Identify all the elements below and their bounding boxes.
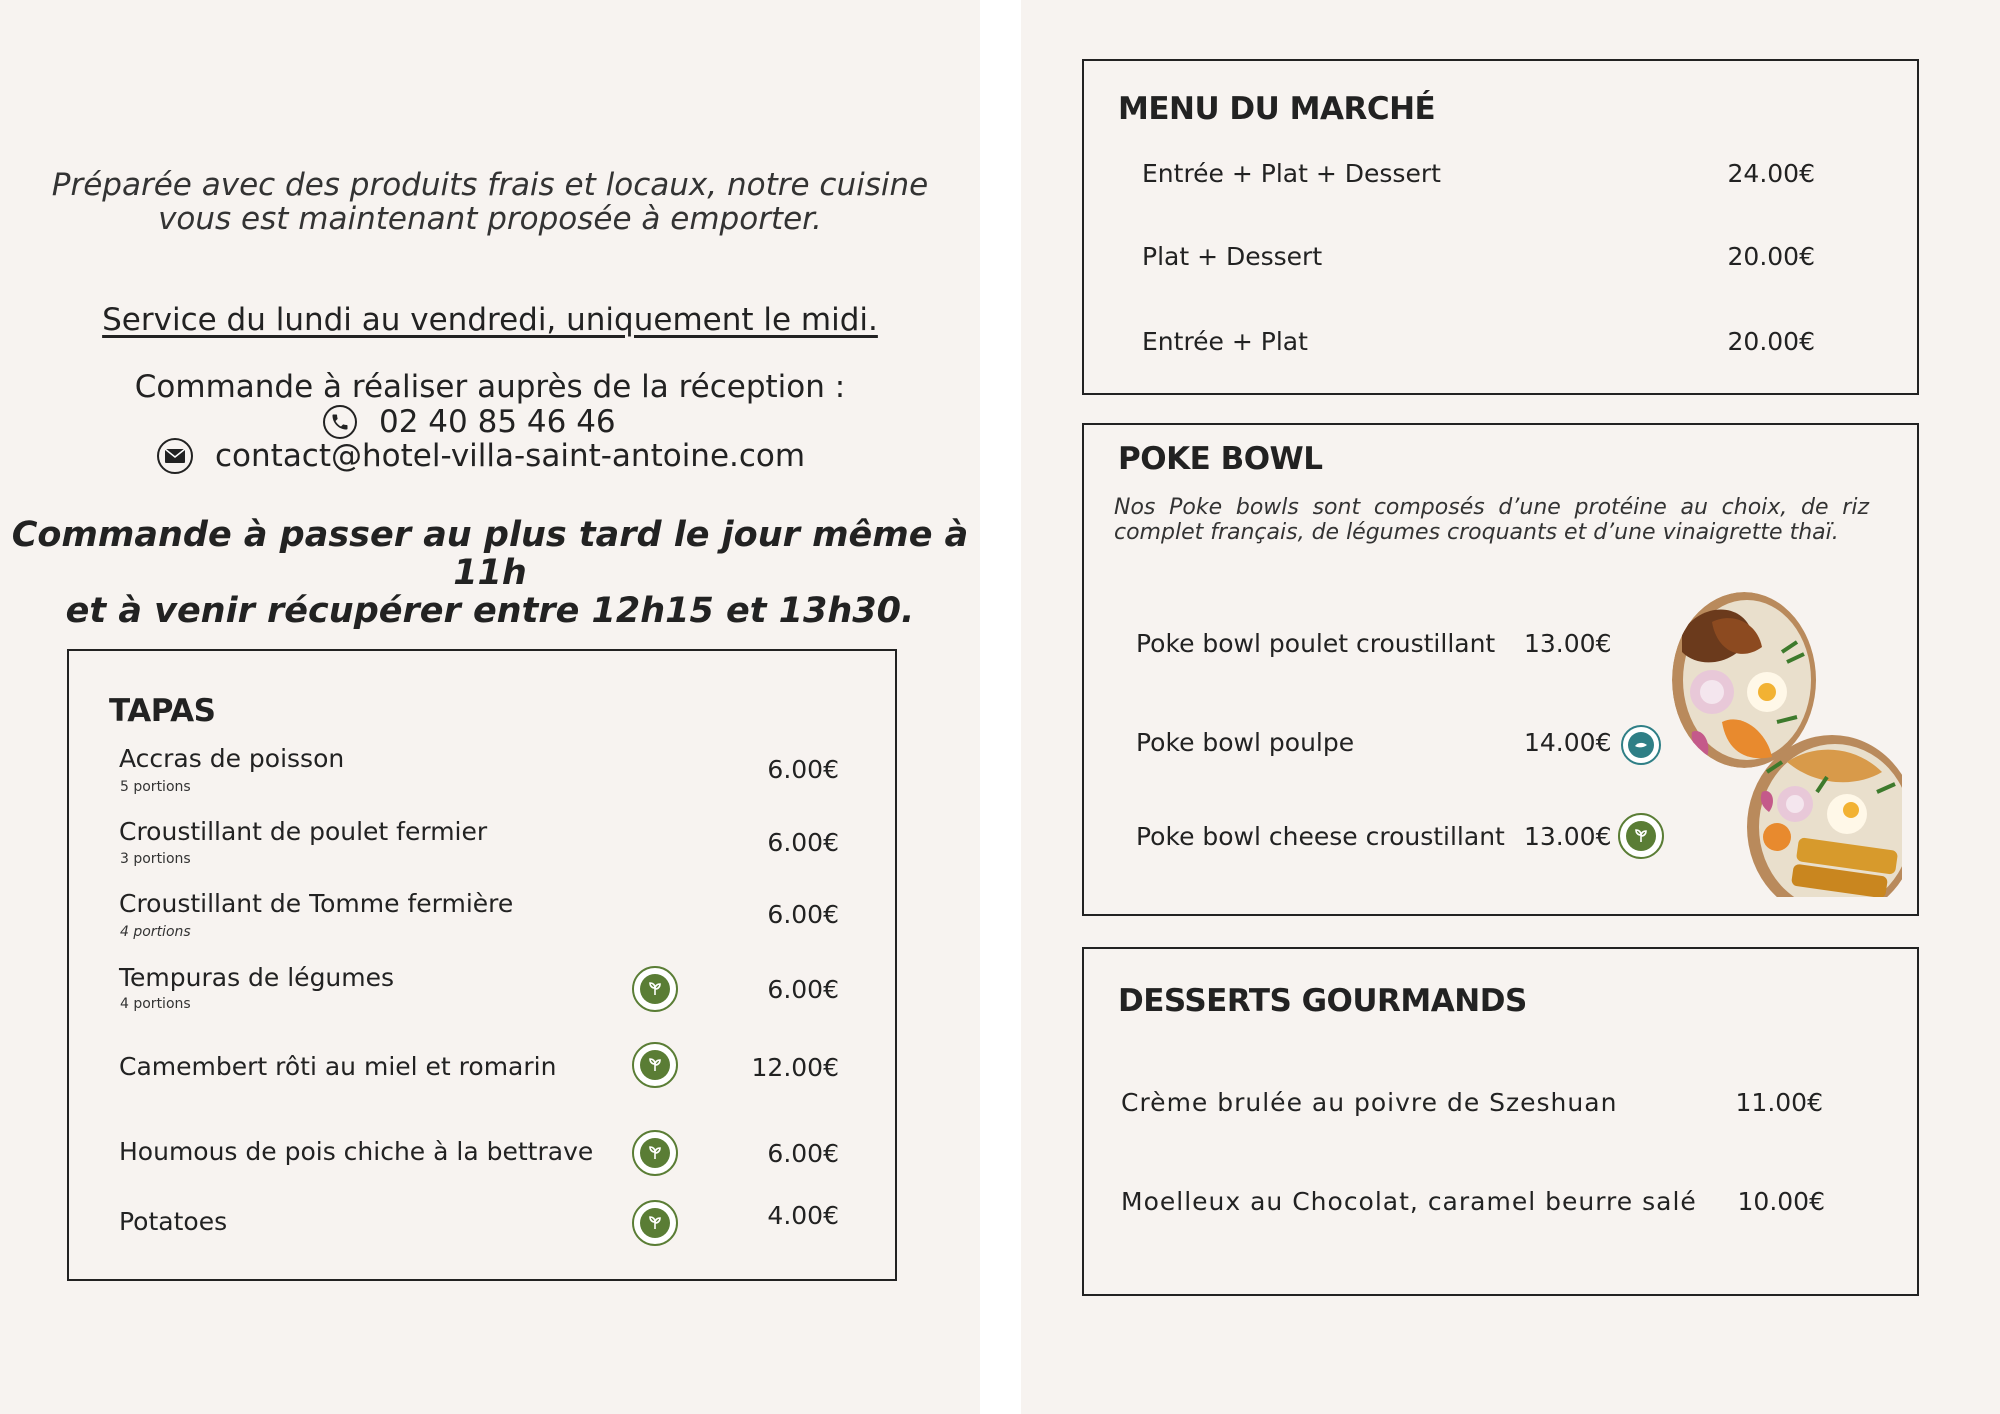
item-price: 11.00€ [1735,1088,1823,1117]
item-portions: 4 portions [120,996,191,1012]
item-name: Entrée + Plat + Dessert [1142,159,1441,188]
email-address[interactable]: contact@hotel-villa-saint-antoine.com [215,438,806,474]
poke-description: Nos Poke bowls sont composés d’une protéine au choix, de riz complet français, de légumes croquants et d’une vinaigrette thaï. [1114,495,1869,545]
service-hours-text: Service du lundi au vendredi, uniquement le midi. [102,302,878,338]
item-name: Accras de poisson [119,744,345,773]
intro-line-2: vous est maintenant proposée à emporter. [158,201,822,237]
phone-line[interactable] [323,405,616,439]
item-portions: 4 portions [120,924,191,940]
item-price: 14.00€ [1524,728,1612,757]
item-portions: 5 portions [120,779,191,795]
envelope-icon [157,438,193,474]
email-line[interactable] [157,438,805,474]
right-page [1021,0,2000,1414]
item-name: Potatoes [119,1207,228,1236]
item-price: 4.00€ [767,1201,839,1230]
item-price: 6.00€ [767,828,839,857]
sustainable-seafood-badge-icon [1621,725,1661,765]
item-name: Tempuras de légumes [119,963,395,992]
vegetarian-badge-icon [632,1130,678,1176]
item-name: Plat + Dessert [1142,242,1323,271]
phone-icon [323,405,357,439]
item-name: Moelleux au Chocolat, caramel beurre salé [1121,1187,1697,1216]
desserts-section [1082,947,1919,1296]
desserts-title: DESSERTS GOURMANDS [1118,983,1527,1019]
poke-bowl-section [1082,423,1919,916]
order-deadline [0,516,980,630]
item-price: 6.00€ [767,975,839,1004]
item-price: 13.00€ [1524,822,1612,851]
item-price: 6.00€ [767,900,839,929]
item-name: Croustillant de Tomme fermière [119,889,514,918]
item-price: 6.00€ [767,1139,839,1168]
item-name: Poke bowl poulpe [1136,728,1355,757]
vegetarian-badge-icon [632,966,678,1012]
marche-title: MENU DU MARCHÉ [1118,91,1436,127]
left-page [0,0,980,1414]
deadline-line-2: et à venir récupérer entre 12h15 et 13h30. [65,591,915,631]
item-price: 12.00€ [751,1053,839,1082]
service-hours [0,302,980,338]
item-price: 6.00€ [767,755,839,784]
tapas-section [67,649,897,1281]
vegetarian-badge-icon [632,1042,678,1088]
poke-bowl-photo-2 [1747,732,1902,897]
phone-number[interactable]: 02 40 85 46 46 [379,404,616,440]
item-name: Camembert rôti au miel et romarin [119,1052,557,1081]
intro-line-1: Préparée avec des produits frais et locaux, notre cuisine [51,167,929,203]
item-name: Houmous de pois chiche à la bettrave [119,1137,594,1166]
item-price: 13.00€ [1524,629,1612,658]
tapas-title: TAPAS [109,693,216,729]
item-price: 24.00€ [1727,159,1815,188]
item-name: Crème brulée au poivre de Szeshuan [1121,1088,1618,1117]
menu-du-marche-section [1082,59,1919,395]
item-price: 20.00€ [1727,327,1815,356]
intro-text [0,168,980,236]
item-name: Entrée + Plat [1142,327,1308,356]
item-name: Croustillant de poulet fermier [119,817,488,846]
deadline-line-1: Commande à passer au plus tard le jour même à 11h [11,515,969,593]
item-portions: 3 portions [120,851,191,867]
vegetarian-badge-icon [1618,813,1664,859]
poke-title: POKE BOWL [1118,441,1323,477]
order-at-label: Commande à réaliser auprès de la réception : [134,369,846,405]
item-name: Poke bowl poulet croustillant [1136,629,1496,658]
item-name: Poke bowl cheese croustillant [1136,822,1505,851]
item-price: 10.00€ [1737,1187,1825,1216]
item-price: 20.00€ [1727,242,1815,271]
vegetarian-badge-icon [632,1200,678,1246]
